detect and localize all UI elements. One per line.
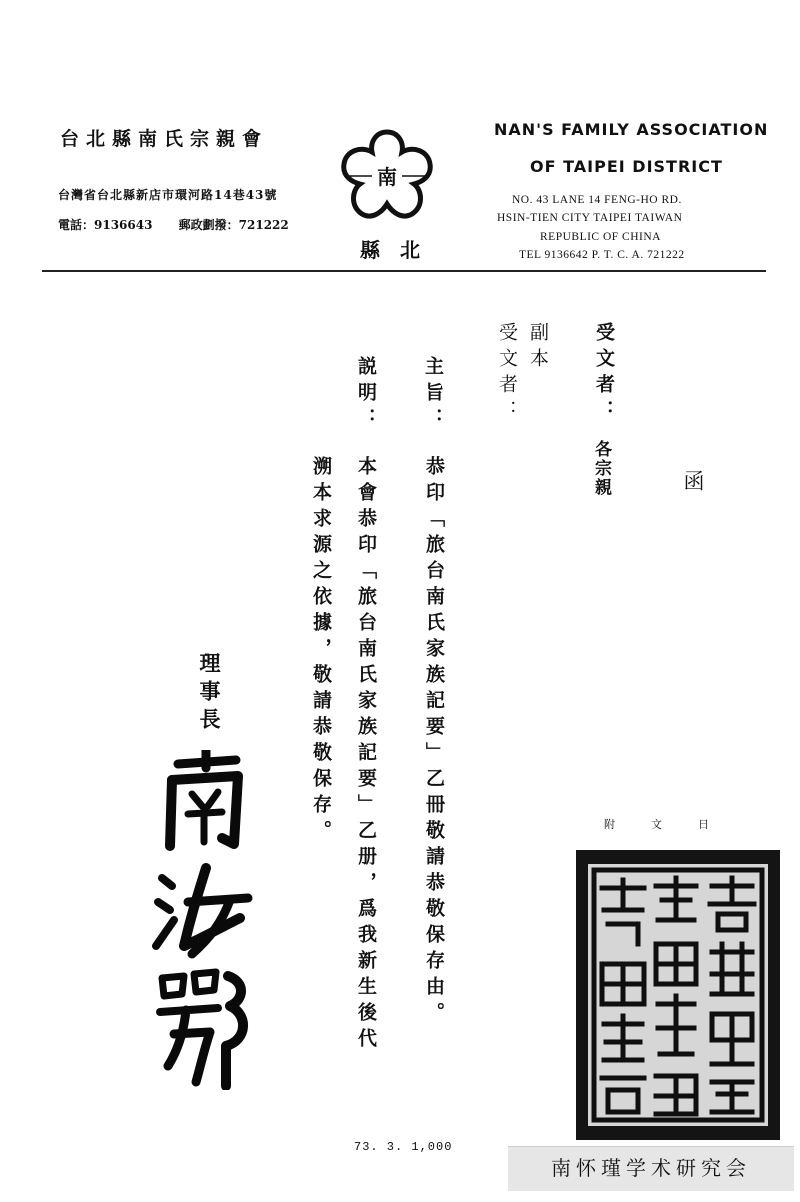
recipient-name: 各宗親 — [591, 440, 611, 497]
cc-label-line2: 受文者： — [496, 322, 518, 426]
english-address-line2: HSIN-TIEN CITY TAIPEI TAIWAN — [497, 212, 683, 224]
subject-label: 主旨： — [422, 356, 444, 434]
postal-account: 郵政劃撥：721222 — [178, 218, 289, 232]
english-address-line1: NO. 43 LANE 14 FENG-HO RD. — [512, 194, 682, 206]
plum-blossom-logo-icon — [332, 124, 442, 224]
english-address-line3: REPUBLIC OF CHINA — [540, 231, 661, 243]
english-association-name-line2: OF TAIPEI DISTRICT — [530, 157, 723, 176]
subject-body: 恭印「旅台南氏家族記要」乙冊敬請恭敬保存由。 — [423, 456, 445, 1028]
logo-caption: 縣北 — [360, 238, 440, 262]
english-association-name-line1: NAN'S FAMILY ASSOCIATION — [494, 120, 769, 139]
phone-number: 電話：9136643 — [58, 218, 153, 232]
explanation-label: 説明： — [355, 356, 377, 434]
official-seal-stamp — [588, 864, 768, 1126]
explanation-body-line2: 溯本求源之依據，敬請恭敬保存。 — [310, 456, 332, 846]
explanation-body-line1: 本會恭印「旅台南氏家族記要」乙册，爲我新生後代 — [355, 456, 377, 1054]
attachment-label: 附文日 — [604, 818, 745, 831]
watermark-text: 南怀瑾学术研究会 — [551, 1156, 751, 1180]
chinese-address: 台灣省台北縣新店市環河路14巷43號 — [58, 188, 278, 202]
logo-character: 南 — [377, 165, 397, 189]
cc-label-line1: 副本 — [527, 322, 549, 374]
signer-title: 理事長 — [197, 652, 223, 736]
english-telephone: TEL 9136642 P. T. C. A. 721222 — [519, 249, 685, 261]
recipient-label: 受文者： — [593, 322, 615, 426]
print-run-footnote: 73. 3. 1,000 — [354, 1140, 453, 1154]
handwritten-signature — [148, 750, 258, 1090]
letterhead-divider — [42, 270, 766, 272]
document-type: 函 — [681, 470, 705, 498]
chinese-contact-line — [58, 216, 311, 233]
chinese-association-name: 台北縣南氏宗親會 — [60, 128, 269, 150]
